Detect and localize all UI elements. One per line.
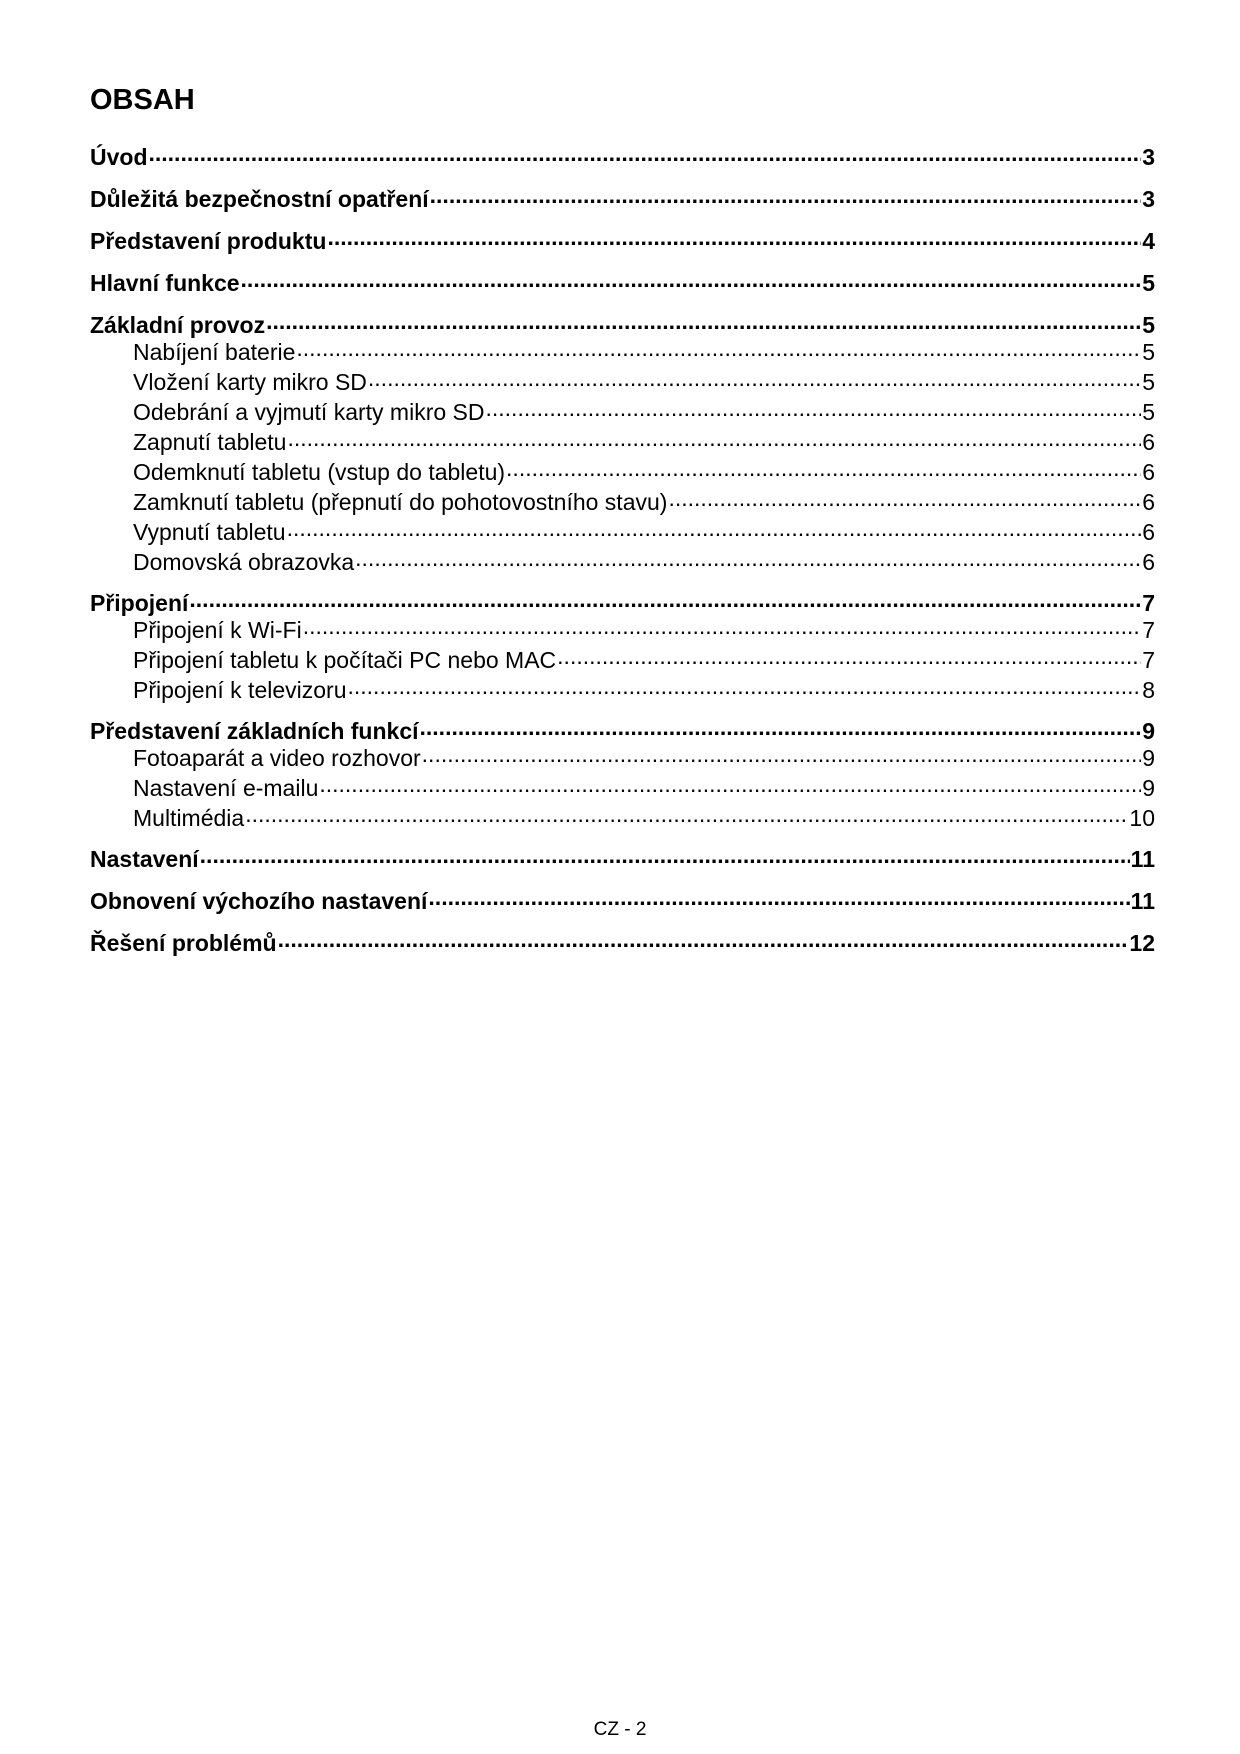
- toc-entry-title: Zapnutí tabletu: [133, 429, 287, 455]
- dot-leader: [428, 886, 1129, 909]
- toc-subentry[interactable]: [90, 457, 1155, 487]
- toc-entry-title: Zamknutí tabletu (přepnutí do pohotovostního stavu): [133, 489, 668, 515]
- dot-leader: [486, 397, 1142, 420]
- toc-subentry[interactable]: [90, 397, 1155, 427]
- toc-entry-page-number: 7: [1142, 647, 1155, 673]
- toc-entry[interactable]: [90, 184, 1155, 214]
- dot-leader: [422, 743, 1142, 766]
- toc-entry-title: Připojení k Wi-Fi: [133, 617, 302, 643]
- toc-entry-title: Odebrání a vyjmutí karty mikro SD: [133, 399, 485, 425]
- dot-leader: [668, 487, 1141, 510]
- dot-leader: [506, 457, 1141, 480]
- toc-entry-title: Domovská obrazovka: [133, 549, 355, 575]
- toc-entry-page-number: 3: [1142, 144, 1155, 170]
- dot-leader: [245, 803, 1128, 826]
- toc-subentry[interactable]: [90, 337, 1155, 367]
- dot-leader: [278, 928, 1129, 951]
- dot-leader: [355, 547, 1141, 570]
- toc-entry-title: Nabíjení baterie: [133, 339, 296, 365]
- toc-entry[interactable]: [90, 716, 1155, 746]
- dot-leader: [296, 337, 1141, 360]
- toc-subentry[interactable]: [90, 743, 1155, 773]
- toc-entry[interactable]: [90, 588, 1155, 618]
- toc-entry-page-number: 11: [1130, 888, 1155, 914]
- toc-entry[interactable]: [90, 844, 1155, 874]
- toc-subentry[interactable]: [90, 675, 1155, 705]
- toc-subentry[interactable]: [90, 487, 1155, 517]
- toc-entry-title: Připojení tabletu k počítači PC nebo MAC: [133, 647, 557, 673]
- toc-entry-title: Fotoaparát a video rozhovor: [133, 745, 421, 771]
- dot-leader: [149, 142, 1142, 165]
- toc-subentry[interactable]: [90, 547, 1155, 577]
- page-number-footer: CZ - 2: [593, 1719, 647, 1740]
- dot-leader: [557, 645, 1141, 668]
- toc-entry-title: Představení základních funkcí: [90, 718, 419, 744]
- toc-entry-title: Úvod: [90, 144, 148, 170]
- dot-leader: [420, 716, 1142, 739]
- toc-entry-title: Odemknutí tabletu (vstup do tabletu): [133, 459, 506, 485]
- toc-entry-title: Základní provoz: [90, 312, 266, 338]
- dot-leader: [327, 226, 1141, 249]
- toc-entry-page-number: 6: [1142, 519, 1155, 545]
- toc-entry-page-number: 9: [1142, 745, 1155, 771]
- toc-entry-title: Vložení karty mikro SD: [133, 369, 367, 395]
- toc-entry[interactable]: [90, 142, 1155, 172]
- toc-subentry[interactable]: [90, 427, 1155, 457]
- toc-entry-title: Vypnutí tabletu: [133, 519, 286, 545]
- toc-entry-title: Připojení k televizoru: [133, 677, 347, 703]
- dot-leader: [200, 844, 1130, 867]
- table-of-contents: [90, 142, 1155, 958]
- toc-entry-page-number: 9: [1142, 775, 1155, 801]
- toc-entry-page-number: 9: [1142, 718, 1155, 744]
- toc-entry-title: Řešení problémů: [90, 930, 277, 956]
- toc-entry-page-number: 10: [1129, 805, 1155, 831]
- toc-entry[interactable]: [90, 310, 1155, 340]
- toc-subentry[interactable]: [90, 803, 1155, 833]
- toc-entry[interactable]: [90, 886, 1155, 916]
- toc-entry[interactable]: [90, 226, 1155, 256]
- dot-leader: [287, 427, 1141, 450]
- toc-entry[interactable]: [90, 268, 1155, 298]
- toc-subentry[interactable]: [90, 645, 1155, 675]
- dot-leader: [241, 268, 1142, 291]
- toc-entry-title: Multimédia: [133, 805, 245, 831]
- toc-entry-page-number: 3: [1142, 186, 1155, 212]
- toc-entry-page-number: 5: [1142, 339, 1155, 365]
- dot-leader: [430, 184, 1142, 207]
- toc-subentry[interactable]: [90, 773, 1155, 803]
- toc-subentry[interactable]: [90, 615, 1155, 645]
- dot-leader: [287, 517, 1142, 540]
- toc-entry-page-number: 4: [1142, 228, 1155, 254]
- dot-leader: [189, 588, 1141, 611]
- page-title: OBSAH: [90, 84, 195, 116]
- toc-entry-page-number: 7: [1142, 617, 1155, 643]
- toc-entry-page-number: 5: [1142, 369, 1155, 395]
- toc-entry-title: Hlavní funkce: [90, 270, 240, 296]
- toc-entry-title: Nastavení e-mailu: [133, 775, 319, 801]
- toc-entry[interactable]: [90, 928, 1155, 958]
- toc-entry-title: Obnovení výchozího nastavení: [90, 888, 428, 914]
- toc-entry-page-number: 6: [1142, 489, 1155, 515]
- toc-entry-title: Nastavení: [90, 846, 199, 872]
- dot-leader: [319, 773, 1141, 796]
- toc-entry-page-number: 5: [1142, 399, 1155, 425]
- toc-entry-page-number: 6: [1142, 549, 1155, 575]
- toc-entry-page-number: 7: [1142, 590, 1155, 616]
- toc-entry-title: Důležitá bezpečnostní opatření: [90, 186, 429, 212]
- toc-entry-title: Připojení: [90, 590, 189, 616]
- toc-entry-page-number: 8: [1142, 677, 1155, 703]
- toc-entry-page-number: 5: [1142, 312, 1155, 338]
- toc-entry-title: Představení produktu: [90, 228, 327, 254]
- toc-entry-page-number: 6: [1142, 429, 1155, 455]
- dot-leader: [348, 675, 1142, 698]
- dot-leader: [368, 367, 1141, 390]
- toc-entry-page-number: 12: [1129, 930, 1155, 956]
- toc-subentry[interactable]: [90, 367, 1155, 397]
- toc-entry-page-number: 6: [1142, 459, 1155, 485]
- toc-entry-page-number: 11: [1130, 846, 1155, 872]
- toc-entry-page-number: 5: [1142, 270, 1155, 296]
- dot-leader: [303, 615, 1142, 638]
- toc-subentry[interactable]: [90, 517, 1155, 547]
- dot-leader: [266, 310, 1141, 333]
